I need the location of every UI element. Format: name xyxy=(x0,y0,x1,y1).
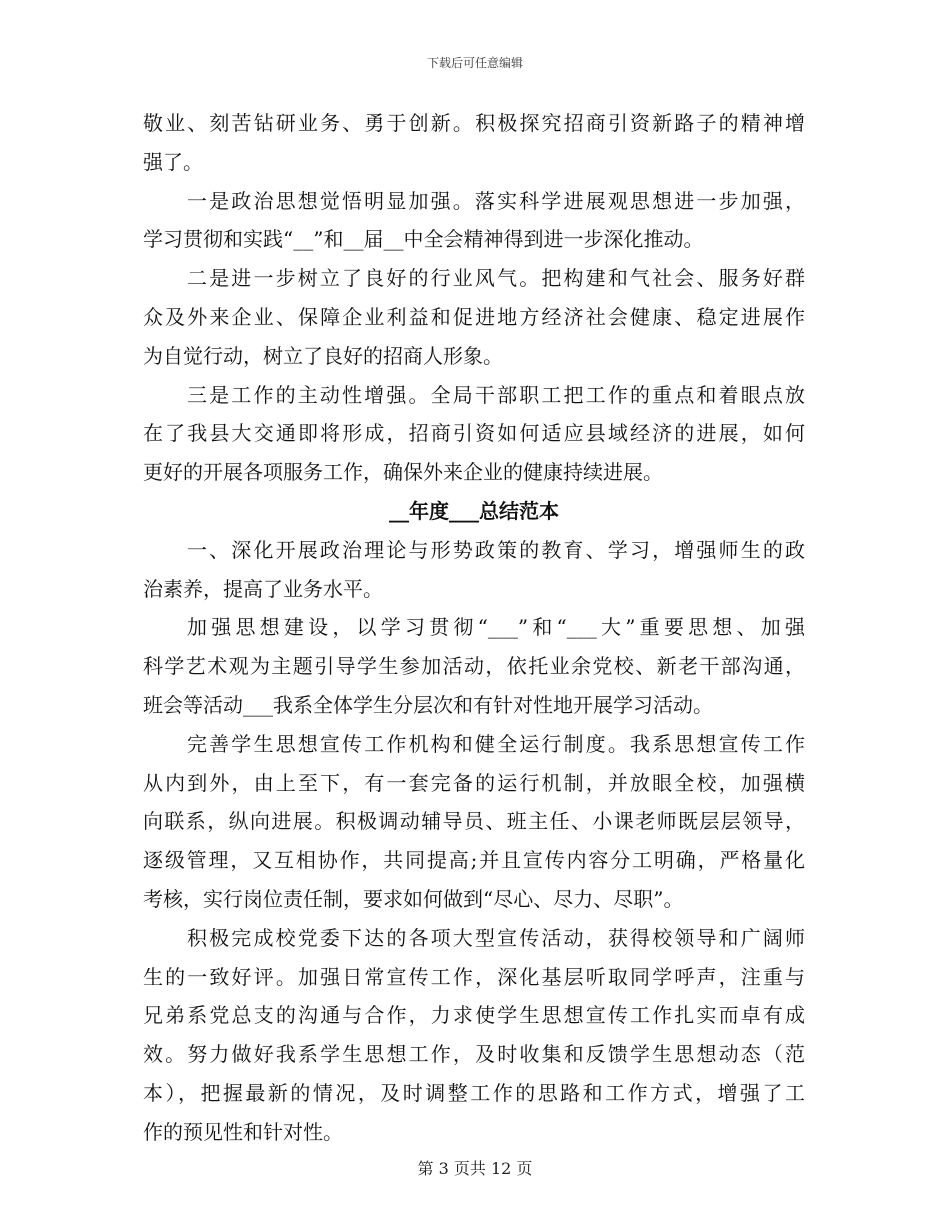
paragraph-line: 敬业、刻苦钻研业务、勇于创新。积极探究招商引资新路子的精神增 xyxy=(143,111,805,135)
paragraph-line: 在了我县大交通即将形成，招商引资如何适应县域经济的进展，如何 xyxy=(143,421,805,446)
paragraph-line: 众及外来企业、保障企业利益和促进地方经济社会健康、稳定进展作 xyxy=(143,304,805,329)
paragraph-line: 积极完成校党委下达的各项大型宣传活动，获得校领导和广阔师 xyxy=(187,925,805,950)
paragraph-line: 效。努力做好我系学生思想工作，及时收集和反馈学生思想动态（范 xyxy=(143,1042,805,1067)
paragraph-line: 学习贯彻和实践“__”和__届__中全会精神得到进一步深化推动。 xyxy=(143,227,704,252)
section-title: __年度___总结范本 xyxy=(389,498,559,523)
paragraph-line: 逐级管理，又互相协作，共同提高;并且宣传内容分工明确，严格量化 xyxy=(143,848,805,873)
paragraph-line: 作的预见性和针对性。 xyxy=(143,1119,343,1144)
paragraph-line: 本），把握最新的情况，及时调整工作的思路和工作方式，增强了工 xyxy=(143,1080,805,1105)
page-header: 下载后可任意编辑 xyxy=(426,56,523,70)
document-body xyxy=(143,104,805,1152)
paragraph-line: 完善学生思想宣传工作机构和健全运行制度。我系思想宣传工作 xyxy=(187,731,805,756)
paragraph-line: 生的一致好评。加强日常宣传工作，深化基层听取同学呼声，注重与 xyxy=(143,964,805,989)
paragraph-line: 强了。 xyxy=(143,149,203,174)
paragraph-line: 三是工作的主动性增强。全局干部职工把工作的重点和着眼点放 xyxy=(187,382,805,407)
paragraph-line: 一是政治思想觉悟明显加强。落实科学进展观思想进一步加强， xyxy=(187,188,805,213)
paragraph-line: 兄弟系党总支的沟通与合作，力求使学生思想宣传工作扎实而卓有成 xyxy=(143,1003,805,1028)
paragraph-line: 向联系，纵向进展。积极调动辅导员、班主任、小课老师既层层领导， xyxy=(143,809,805,834)
paragraph-line: 从内到外，由上至下，有一套完备的运行机制，并放眼全校，加强横 xyxy=(143,770,805,795)
paragraph-line: 治素养，提高了业务水平。 xyxy=(143,576,383,601)
paragraph-line: 二是进一步树立了良好的行业风气。把构建和气社会、服务好群 xyxy=(187,266,805,291)
paragraph-line: 更好的开展各项服务工作，确保外来企业的健康持续进展。 xyxy=(143,460,663,485)
paragraph-line: 加强思想建设，以学习贯彻“___”和“___大”重要思想、加强 xyxy=(187,615,805,640)
paragraph-line: 考核，实行岗位责任制，要求如何做到“尽心、尽力、尽职”。 xyxy=(143,886,684,911)
paragraph-line: 科学艺术观为主题引导学生参加活动，依托业余党校、新老干部沟通， xyxy=(143,654,805,679)
page-number: 第 3 页共 12 页 xyxy=(417,1159,533,1178)
paragraph-line: 为自觉行动，树立了良好的招商人形象。 xyxy=(143,343,503,368)
paragraph-line: 一、深化开展政治理论与形势政策的教育、学习，增强师生的政 xyxy=(187,537,805,562)
paragraph-line: 班会等活动___我系全体学生分层次和有针对性地开展学习活动。 xyxy=(143,692,713,717)
